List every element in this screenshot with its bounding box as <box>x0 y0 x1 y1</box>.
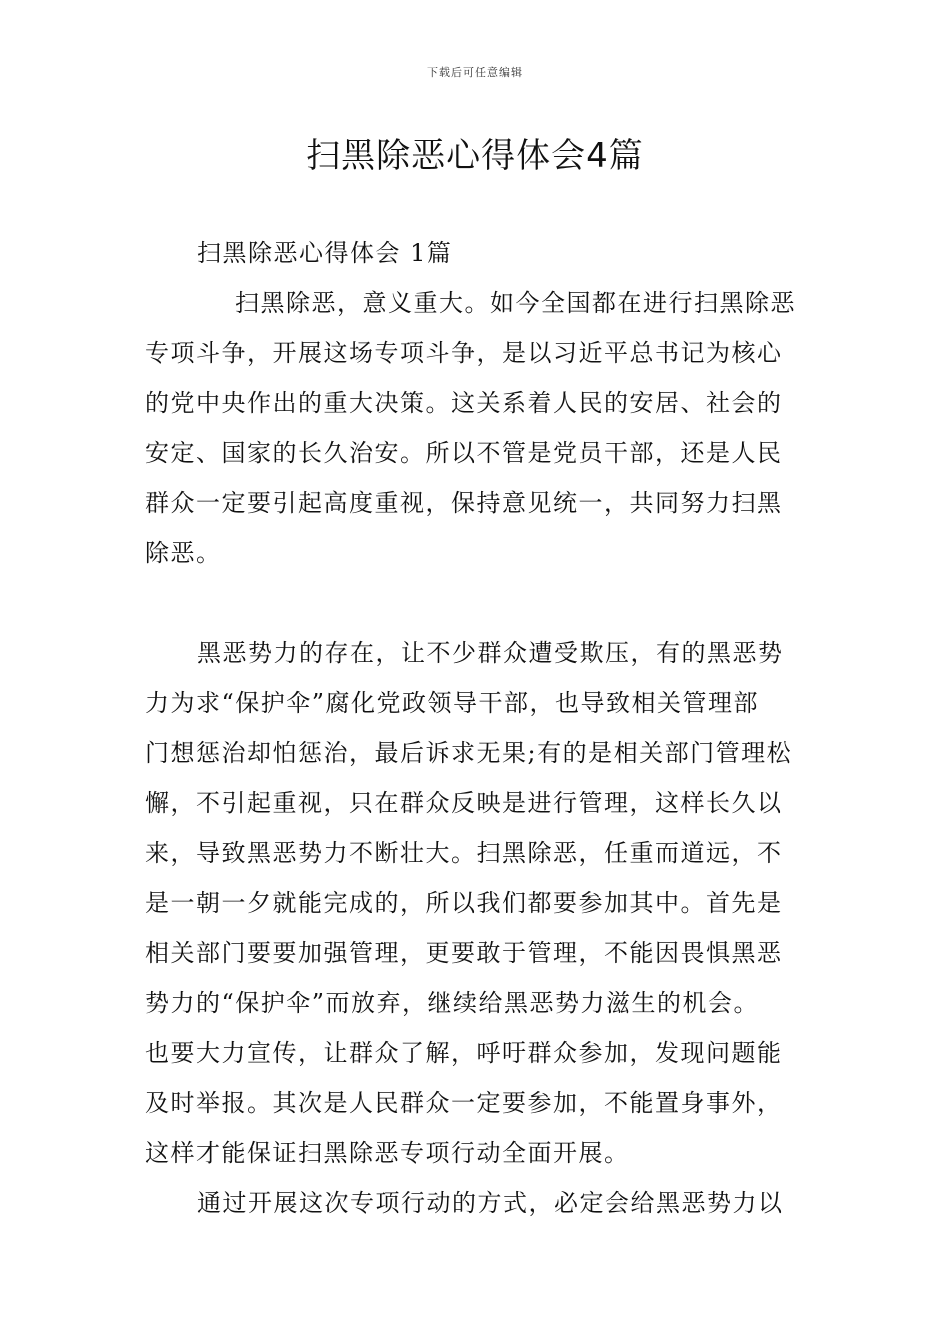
paragraph-1-line: 扫黑除恶，意义重大。如今全国都在进行扫黑除恶 <box>235 289 796 317</box>
paragraph-1-line: 群众一定要引起高度重视，保持意见统一，共同努力扫黑 <box>145 489 783 517</box>
paragraph-2-line: 力为求“保护伞”腐化党政领导干部，也导致相关管理部 <box>145 689 760 717</box>
paragraph-gap <box>145 578 811 628</box>
header-note: 下载后可任意编辑 <box>427 66 523 79</box>
paragraph-2-line: 相关部门要要加强管理，更要敢于管理，不能因畏惧黑恶 <box>145 939 783 967</box>
paragraph-1-line: 专项斗争，开展这场专项斗争，是以习近平总书记为核心 <box>145 339 783 367</box>
paragraph-2-line: 是一朝一夕就能完成的，所以我们都要参加其中。首先是 <box>145 889 783 917</box>
paragraph-2-line: 来，导致黑恶势力不断壮大。扫黑除恶，任重而道远，不 <box>145 839 783 867</box>
paragraph-2-line: 这样才能保证扫黑除恶专项行动全面开展。 <box>145 1139 630 1167</box>
document-body <box>145 228 811 1228</box>
paragraph-2-line: 懈，不引起重视，只在群众反映是进行管理，这样长久以 <box>145 789 783 817</box>
paragraph-2-line: 门想惩治却怕惩治，最后诉求无果;有的是相关部门管理松 <box>145 739 793 767</box>
paragraph-2-line: 及时举报。其次是人民群众一定要参加，不能置身事外， <box>145 1089 783 1117</box>
paragraph-1-line: 安定、国家的长久治安。所以不管是党员干部，还是人民 <box>145 439 783 467</box>
paragraph-2-line: 势力的“保护伞”而放弃，继续给黑恶势力滋生的机会。 <box>145 989 760 1017</box>
paragraph-2-line: 黑恶势力的存在，让不少群众遭受欺压，有的黑恶势 <box>197 639 784 667</box>
paragraph-1-line: 的党中央作出的重大决策。这关系着人民的安居、社会的 <box>145 389 783 417</box>
paragraph-2-line: 也要大力宣传，让群众了解，呼吁群众参加，发现问题能 <box>145 1039 783 1067</box>
paragraph-3-line: 通过开展这次专项行动的方式，必定会给黑恶势力以 <box>197 1189 784 1217</box>
paragraph-1-line: 除恶。 <box>145 539 222 567</box>
section-heading: 扫黑除恶心得体会 1篇 <box>197 239 453 267</box>
document-title: 扫黑除恶心得体会4篇 <box>306 136 644 176</box>
